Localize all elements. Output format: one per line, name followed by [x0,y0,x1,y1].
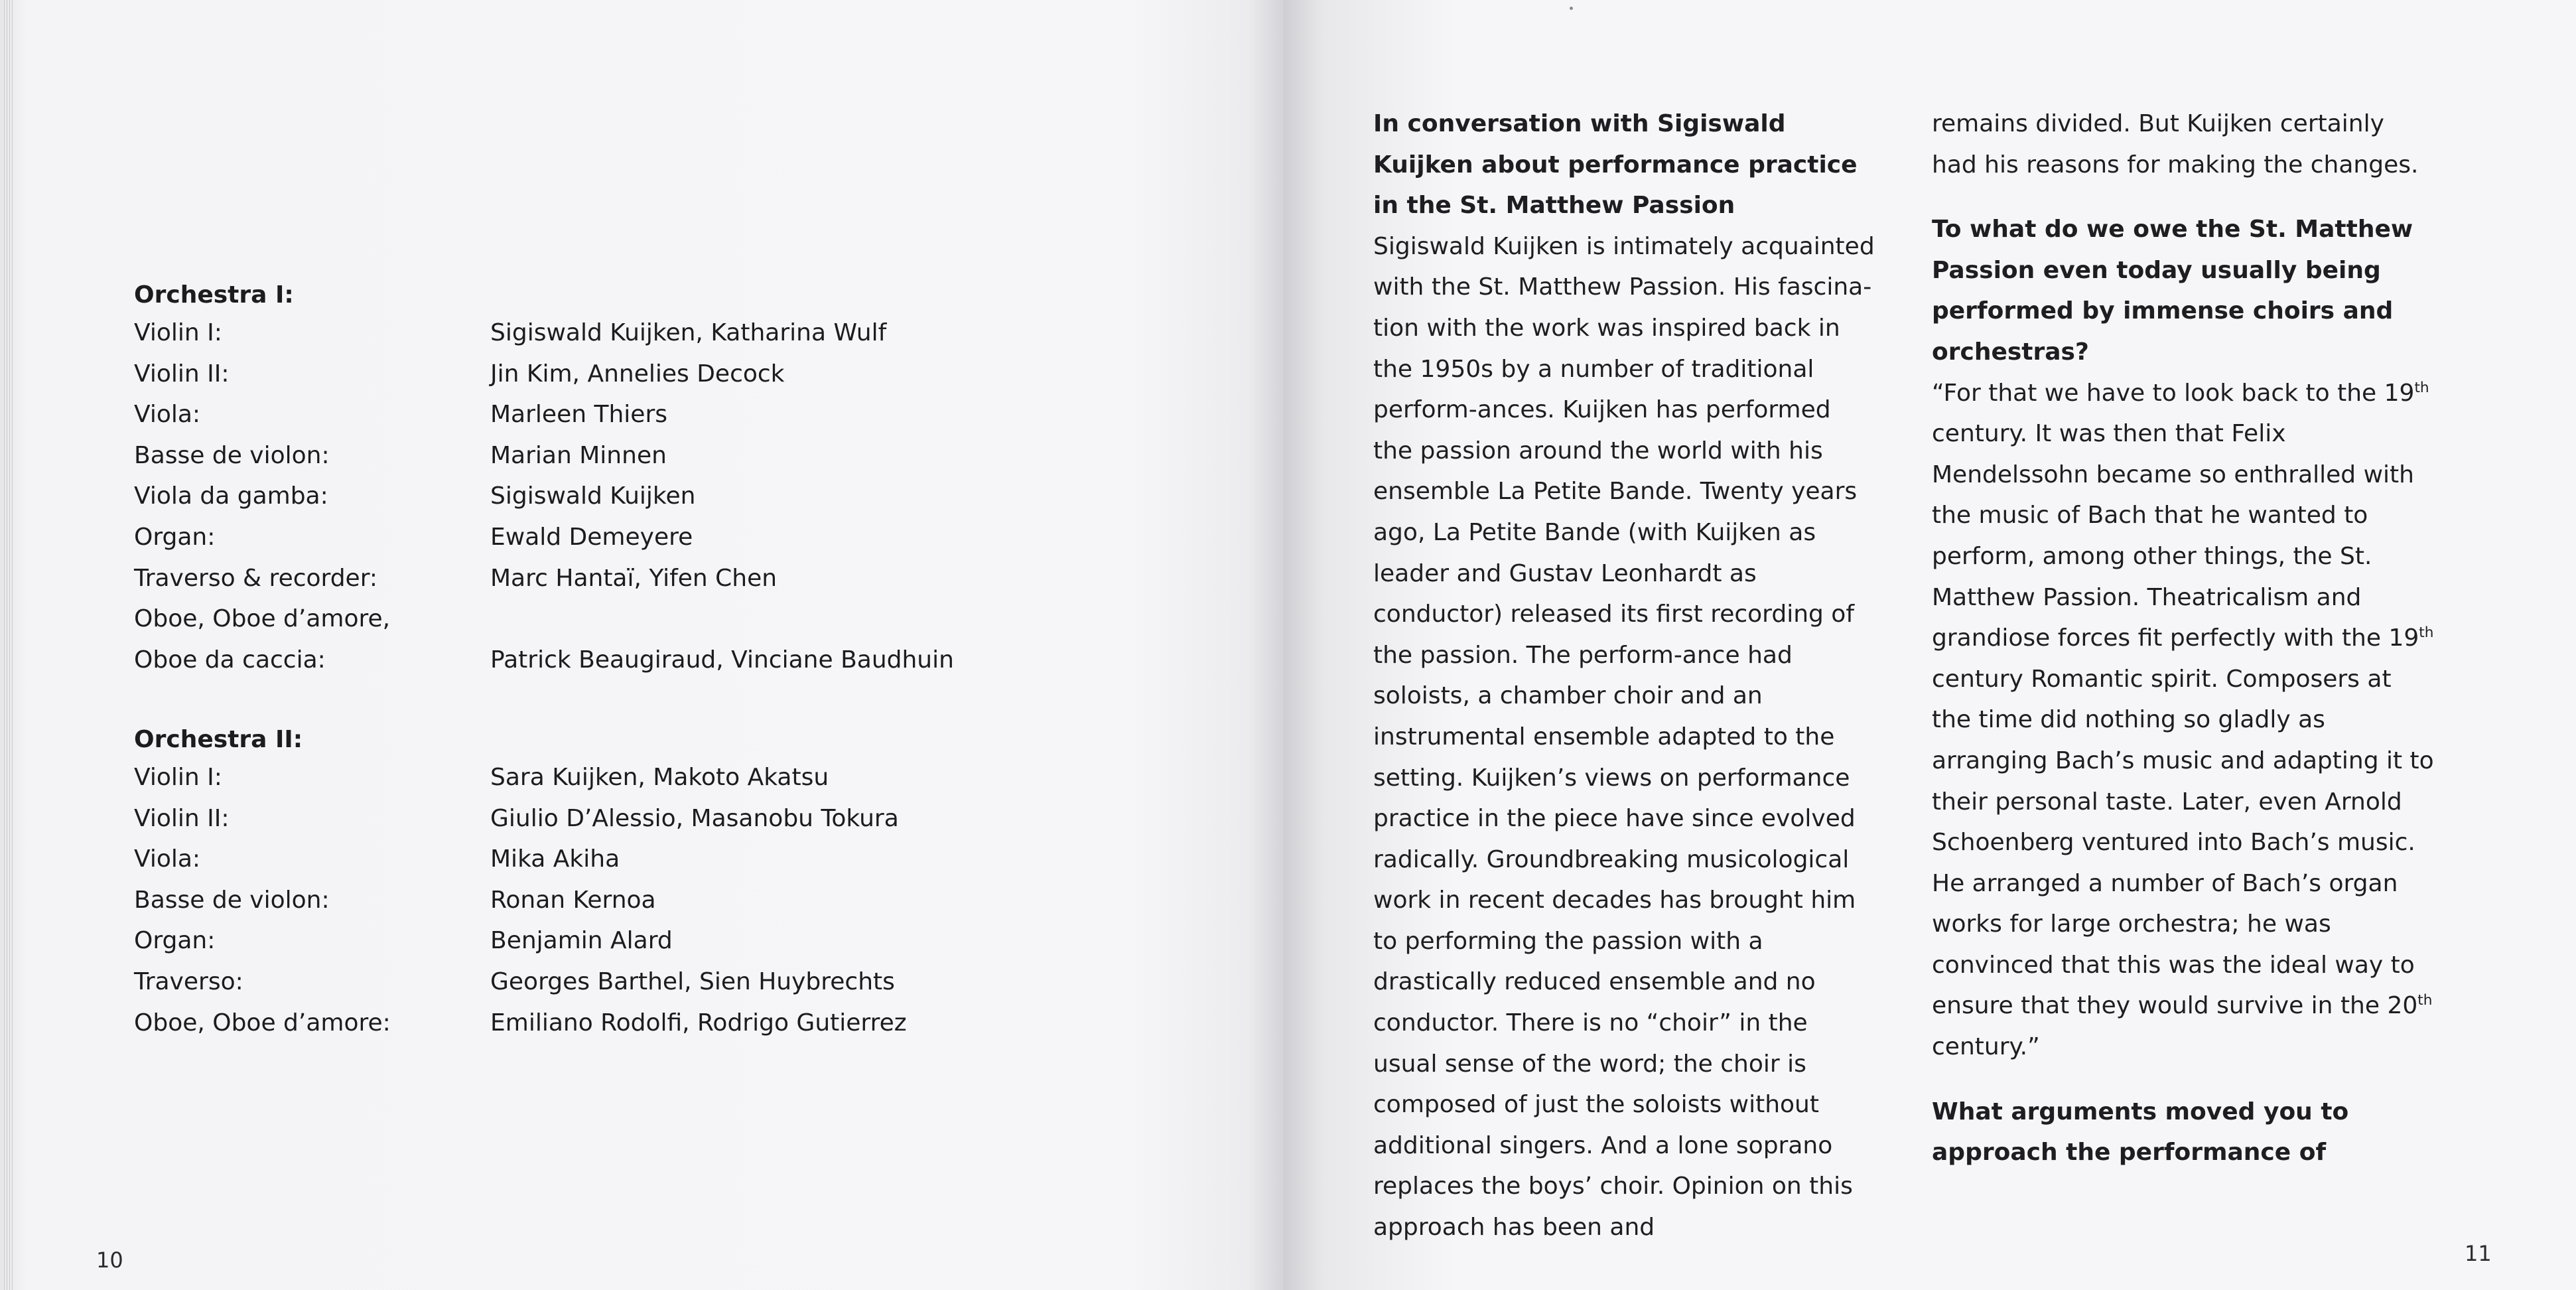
paragraph-continued: remains divided. But Kuijken certainly had his reasons for making the changes. [1932,110,2419,179]
instrument-label: Traverso & recorder: [134,564,377,592]
player-names: Marleen Thiers [490,401,667,429]
roster-row [134,442,1063,483]
page-number-left: 10 [96,1248,123,1273]
player-names: Jin Kim, Annelies Decock [490,360,785,388]
instrument-label: Basse de violon: [134,441,330,469]
player-names: Emiliano Rodolfi, Rodrigo Gutierrez [490,1009,907,1037]
intro-paragraph: Sigiswald Kuijken is intimately acquainted with the St. Matthew Passion. His fascina-tion with the work was inspired back in the 1950s by a number of traditional perform-ances. Kuijken has performed the passion around the world with his ensemble La Petite Bande. Twenty years ago, La Petite Bande (with Kuijken as leader and Gustav Leonhardt as conductor) released its first recording of the passion. The perform-ance had soloists, a chamber choir and an instrumental ensemble adapted to the setting. Kuijken’s views on performance practice in the piece have since evolved radically. Groundbreaking musicological work in recent decades has brought him to performing the passion with a drastically reduced ensemble and no conductor. There is no “choir” in the usual sense of the word; the choir is composed of just the soloists without additional singers. And a lone soprano replaces the boys’ choir. Opinion on this approach has been and [1373,232,1875,1242]
orchestra1-title: Orchestra I: [134,281,294,309]
player-names: Giulio D’Alessio, Masanobu Tokura [490,804,899,832]
roster-row [134,524,1063,565]
roster-row [134,887,1063,928]
question-1: To what do we owe the St. Matthew Passion even today usually being performed by immense choirs and orchestras? [1932,216,2413,366]
instrument-label: Oboe da caccia: [134,646,326,674]
player-names: Marian Minnen [490,441,667,469]
roster-row [134,845,1063,887]
roster-row [134,968,1063,1009]
roster-row [134,360,1063,401]
roster-row [134,565,1063,606]
player-names: Benjamin Alard [490,927,673,955]
interview-column-2 [1932,104,2436,1173]
instrument-label: Oboe, Oboe d’amore: [134,1009,391,1037]
roster-row [134,605,1063,646]
page-number-right: 11 [2465,1241,2492,1266]
player-names: Sigiswald Kuijken [490,482,696,510]
page-edge-lines [4,0,13,1290]
instrument-label: Viola da gamba: [134,482,328,510]
instrument-label: Violin I: [134,319,222,346]
orchestra2-title: Orchestra II: [134,726,303,753]
player-names: Sigiswald Kuijken, Katharina Wulf [490,319,887,346]
instrument-label: Organ: [134,524,216,551]
roster-row [134,401,1063,442]
roster-row [134,805,1063,846]
instrument-label: Traverso: [134,968,243,995]
roster-row [134,319,1063,360]
roster-row [134,1009,1063,1050]
player-names: Ewald Demeyere [490,524,693,551]
instrument-label: Violin I: [134,764,222,791]
roster-row [134,764,1063,805]
instrument-label: Viola: [134,845,201,873]
instrument-label: Organ: [134,927,216,955]
roster-row [134,482,1063,524]
player-names: Marc Hantaï, Yifen Chen [490,564,778,592]
player-names: Sara Kuijken, Makoto Akatsu [490,764,829,791]
print-dot [1570,7,1573,10]
player-names: Patrick Beaugiraud, Vinciane Baudhuin [490,646,954,674]
player-names: Georges Barthel, Sien Huybrechts [490,968,895,995]
instrument-label: Viola: [134,401,201,429]
interview-heading: In conversation with Sigiswald Kuijken about performance practice in the St. Matthew Passion [1373,110,1858,220]
answer-1: “For that we have to look back to the 19th century. It was then that Felix Mendelssohn became so enthralled with the music of Bach that he wanted to perform, among other things, the St. Matthew Passion. Theatricalism and grandiose forces fit perfectly with the 19th century Romantic spirit. Composers at the time did nothing so gladly as arranging Bach’s music and adapting it to their personal taste. Later, even Arnold Schoenberg ventured into Bach’s music. He arranged a number of Bach’s organ works for large orchestra; he was convinced that this was the ideal way to ensure that they would survive in the 20th century.” [1932,379,2434,1061]
roster-row [134,927,1063,968]
instrument-label: Violin II: [134,804,230,832]
question-2: What arguments moved you to approach the performance of [1932,1098,2349,1167]
player-names: Mika Akiha [490,845,620,873]
interview-column-1 [1373,104,1877,1248]
instrument-label: Oboe, Oboe d’amore, [134,605,391,633]
instrument-label: Basse de violon: [134,886,330,914]
player-names: Ronan Kernoa [490,886,656,914]
instrument-label: Violin II: [134,360,230,388]
roster-row [134,646,1063,687]
